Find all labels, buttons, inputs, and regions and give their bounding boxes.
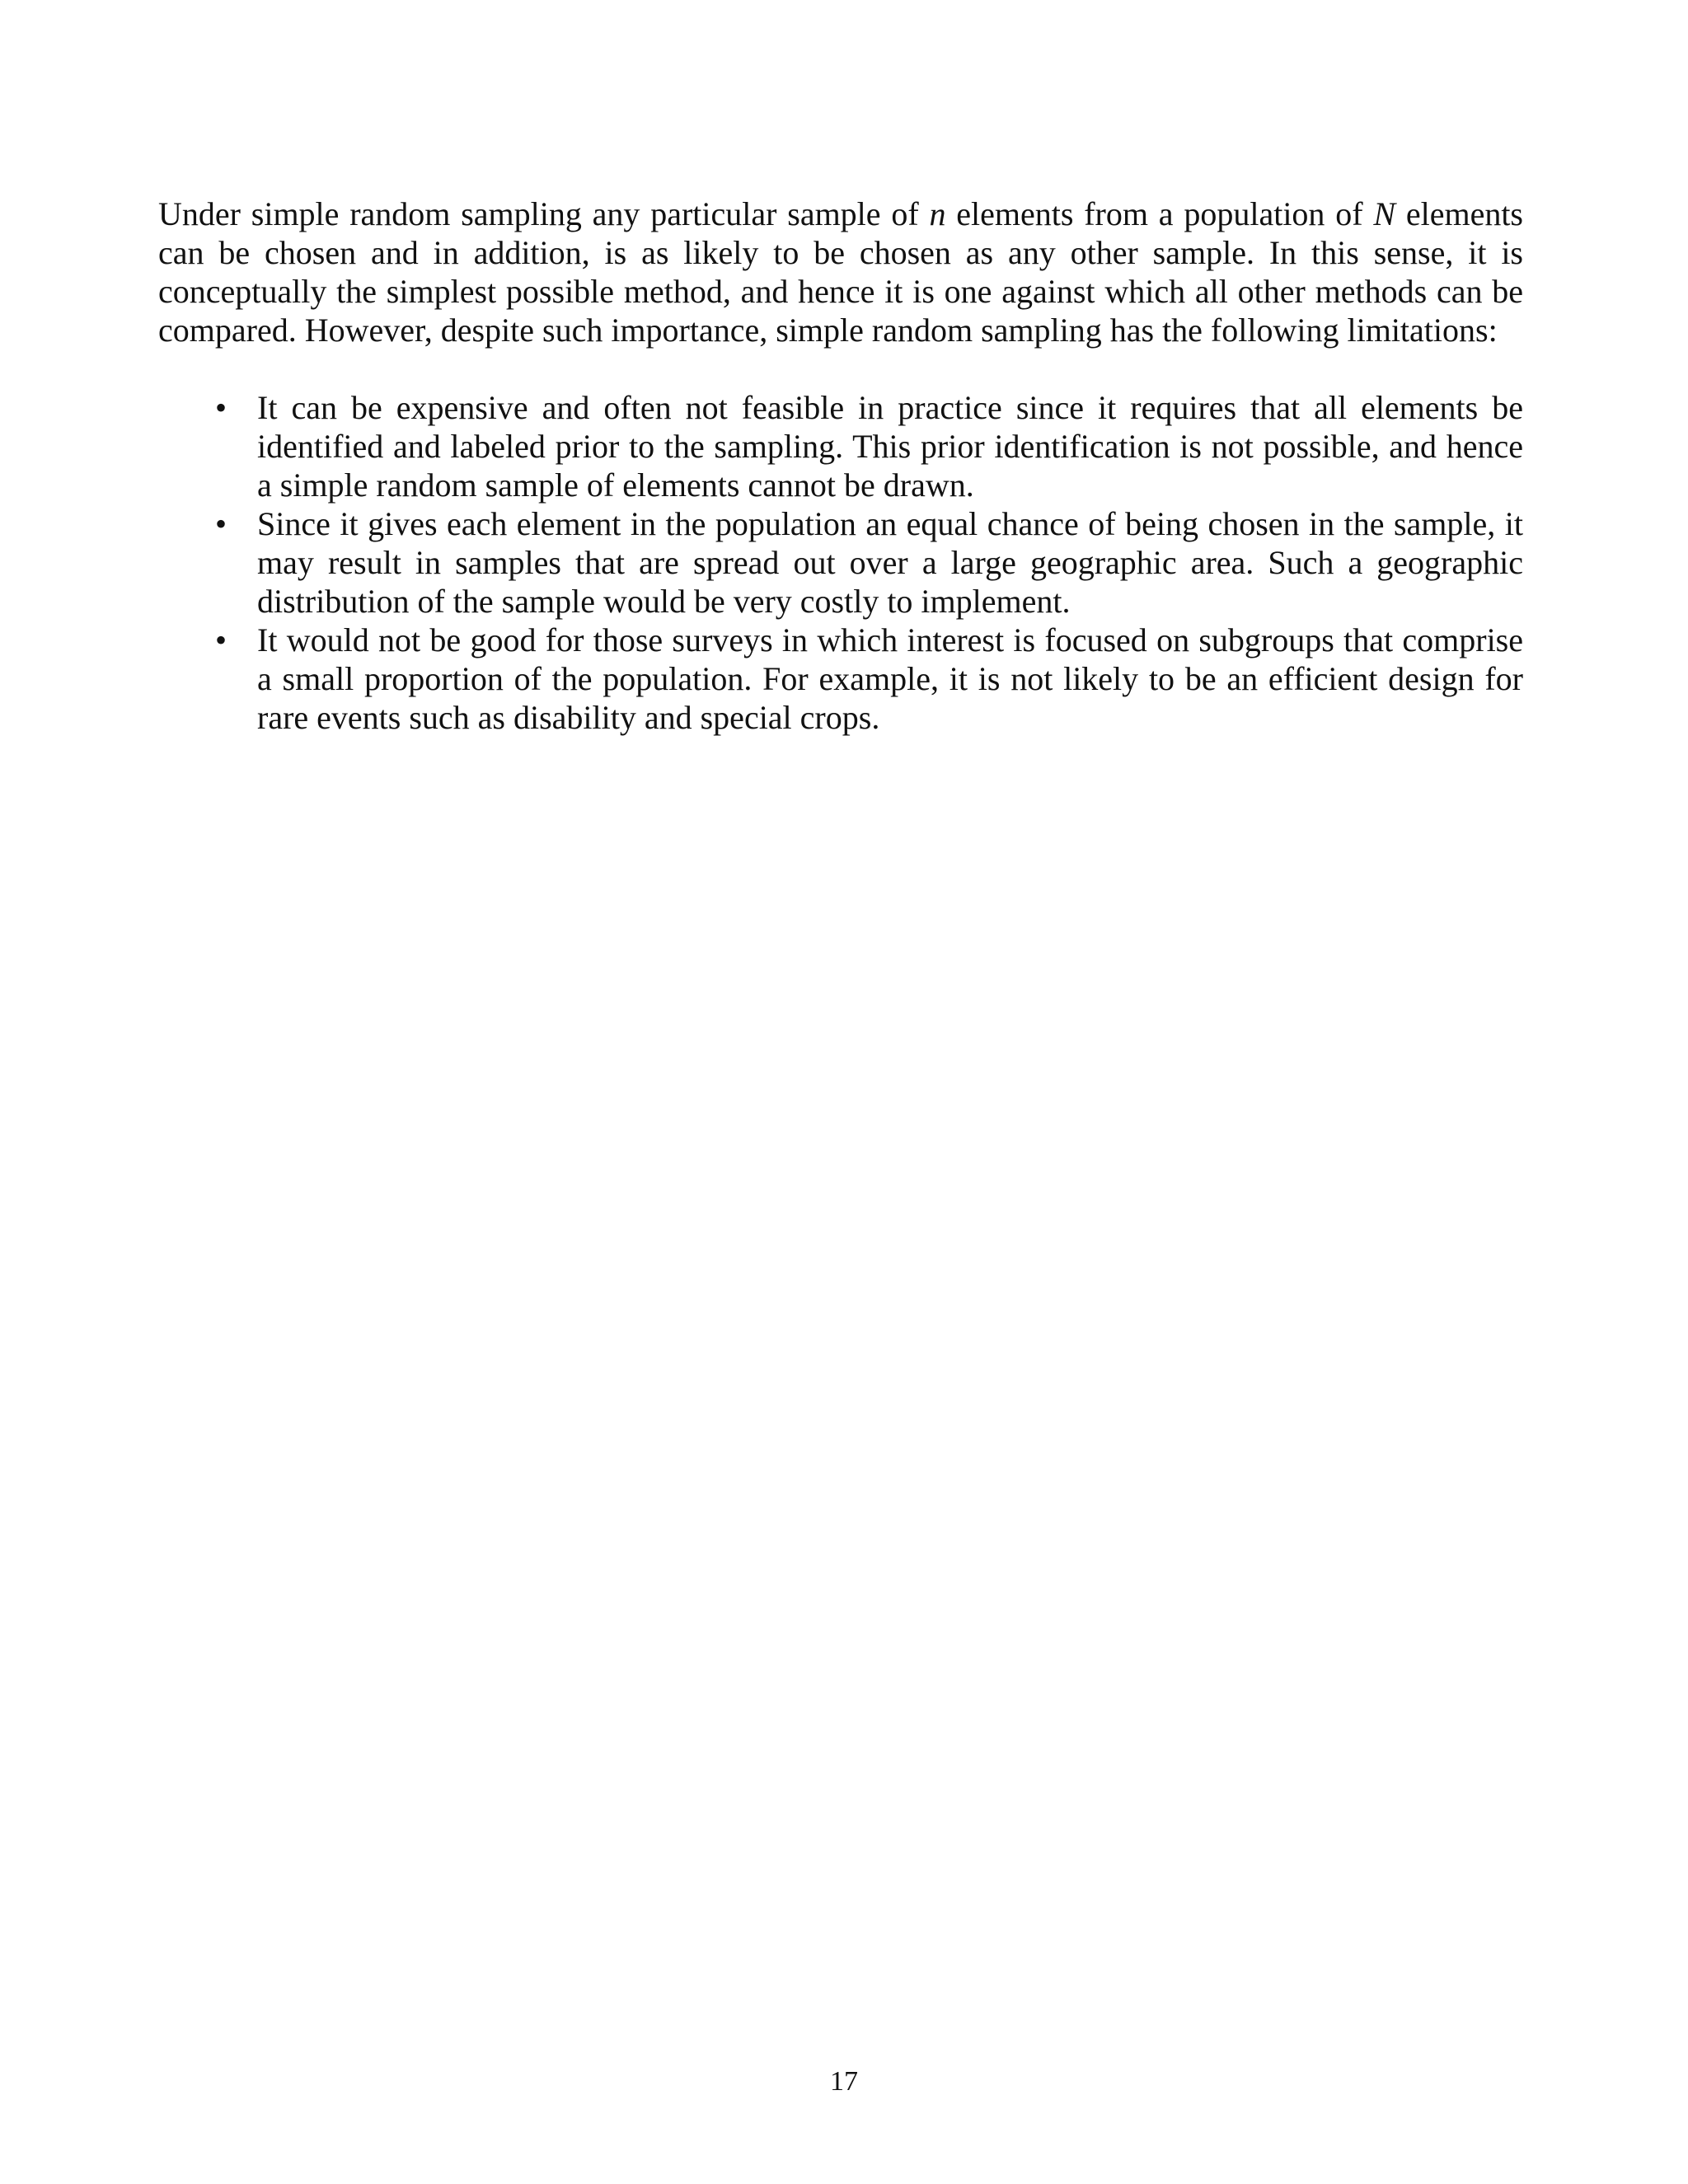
- list-item-text: Since it gives each element in the population an equal chance of being chosen in the sample, it may result in samples that are spread out over a large geographic area. Such a geographic distribution of the sample would be very costly to implement.: [257, 505, 1523, 620]
- limitations-list: [158, 388, 1523, 737]
- bullet-icon: •: [214, 621, 227, 658]
- list-item-text: It would not be good for those surveys in which interest is focused on subgroups that comprise a small proportion of the population. For example, it is not likely to be an efficient design for rare events such as disability and special crops.: [257, 621, 1523, 736]
- list-item: [158, 504, 1523, 621]
- intro-text-part-2: elements from a population of: [945, 195, 1374, 232]
- intro-text-part-3: elements can be chosen and in addition, is as likely to be chosen as any other sample. In this sense, it is conceptually the simplest possible method, and hence it is one against which all other methods can be compared. However, despite such importance, simple random sampling has the following limitations:: [158, 195, 1523, 349]
- intro-text-part-1: Under simple random sampling any particular sample of: [158, 195, 930, 232]
- bullet-icon: •: [214, 505, 227, 542]
- intro-paragraph: [158, 194, 1523, 349]
- list-item: [158, 621, 1523, 737]
- bullet-icon: •: [214, 389, 227, 426]
- variable-N: N: [1373, 195, 1396, 232]
- page-number: 17: [830, 2066, 858, 2097]
- variable-n: n: [929, 195, 946, 232]
- page-content: [158, 194, 1523, 737]
- list-item: [158, 388, 1523, 504]
- list-item-text: It can be expensive and often not feasible in practice since it requires that all elements be identified and labeled prior to the sampling. This prior identification is not possible, and hence a simple random sample of elements cannot be drawn.: [257, 389, 1523, 504]
